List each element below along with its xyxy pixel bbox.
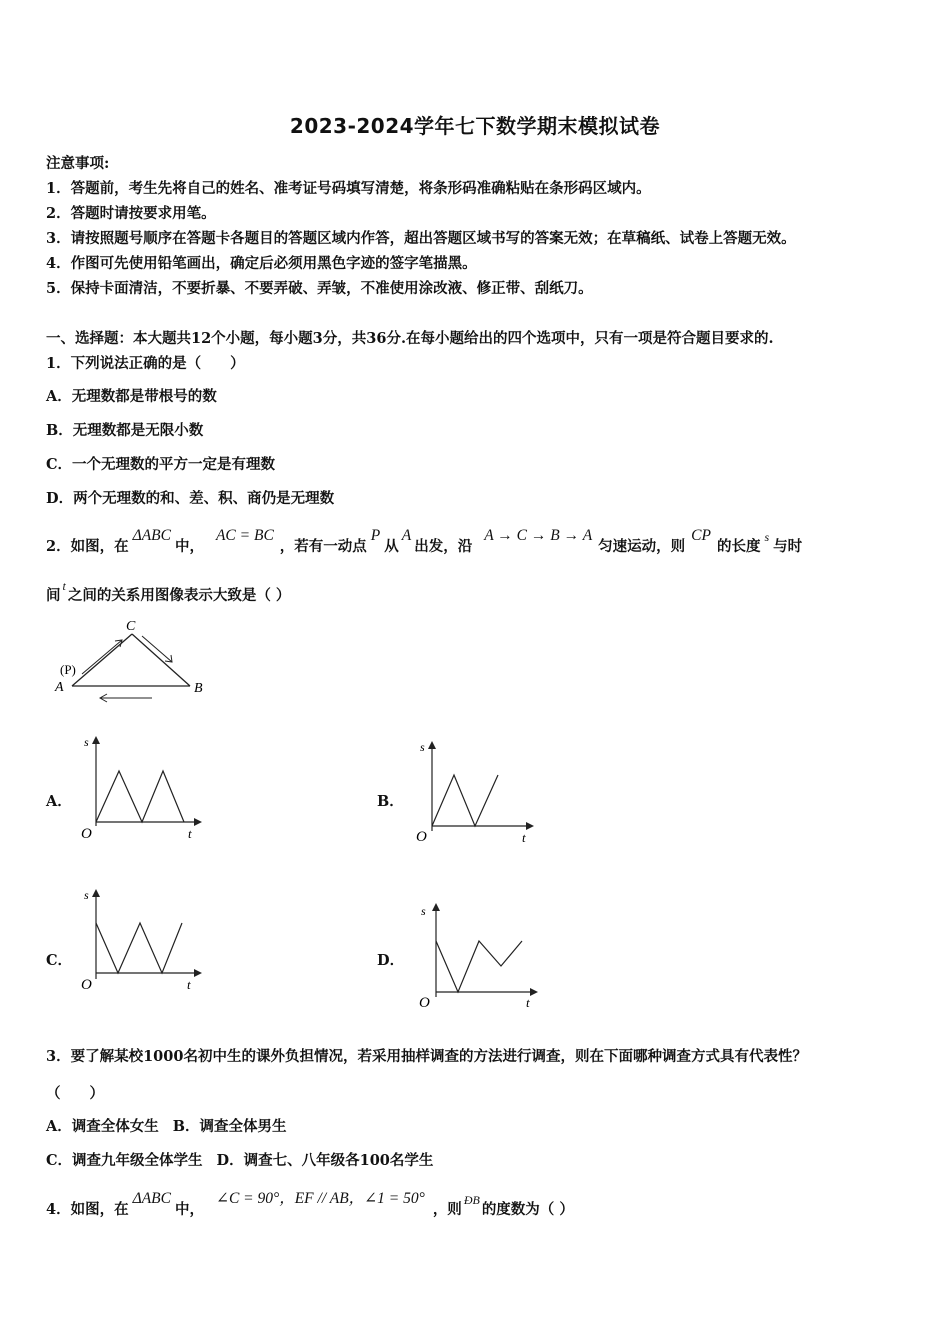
q4-text: 4．如图，在 — [46, 1201, 129, 1218]
q2-figure-label-c: C — [126, 619, 136, 634]
q1-stem: 1．下列说法正确的是（ ） — [46, 355, 245, 372]
q2-option-a-label: A． — [46, 793, 72, 810]
q2-text: ，若有一动点 — [279, 538, 367, 555]
q2-math-s: s — [764, 530, 770, 544]
q3-options-row1 — [46, 1115, 287, 1136]
q3-option-c: C．调查九年级全体学生 — [46, 1152, 203, 1169]
section-1-heading: 一、选择题：本大题共12个小题，每小题3分，共36分.在每小题给出的四个选项中，只有一项是符合题目要求的. — [46, 330, 774, 347]
q1-option-a: A．无理数都是带根号的数 — [46, 388, 217, 405]
q4-math-conditions: ∠C = 90°，EF // AB，∠1 = 50° — [215, 1190, 425, 1207]
q3-options-row2 — [46, 1149, 433, 1170]
q2-math-triangle: ΔABC — [132, 527, 171, 544]
q2-graph-b[interactable] — [412, 735, 552, 850]
q2-math-path: A → C → B → A — [484, 527, 593, 544]
q2-graph-c[interactable] — [76, 883, 216, 998]
q2-math-point-a: A — [401, 527, 412, 544]
graph-d-t-label: t — [526, 995, 530, 1010]
q3-stem: 3．要了解某校1000名初中生的课外负担情况，若采用抽样调查的方法进行调查，则在下面哪种调查方式具有代表性？ — [46, 1048, 807, 1065]
graph-c-origin-label: O — [81, 977, 92, 993]
graph-d-origin-label: O — [419, 995, 430, 1011]
q2-stem-line2 — [46, 579, 291, 605]
q2-stem-line1 — [46, 527, 803, 556]
q4-text: 中， — [174, 1201, 204, 1218]
q2-text: 从 — [384, 538, 399, 555]
q2-option-b-label: B． — [377, 793, 404, 810]
notice-heading: 注意事项: — [46, 155, 110, 172]
graph-a-t-label: t — [188, 826, 192, 841]
q4-math-triangle: ΔABC — [132, 1190, 171, 1207]
q2-figure-label-a: A — [55, 680, 64, 695]
notice-item-2: 2．答题时请按要求用笔。 — [46, 205, 216, 222]
graph-a-s-label: s — [84, 735, 89, 749]
q2-option-d-label: D． — [377, 952, 405, 969]
notice-item-5: 5．保持卡面清洁，不要折暴、不要弄破、弄皱，不准使用涂改液、修正带、刮纸刀。 — [46, 280, 593, 297]
q4-text: ，则 — [432, 1201, 462, 1218]
q2-text: 匀速运动，则 — [598, 538, 686, 555]
q2-math-point-p: P — [370, 527, 381, 544]
q1-option-c: C．一个无理数的平方一定是有理数 — [46, 456, 276, 473]
q4-text: 的度数为（ ） — [481, 1201, 574, 1218]
q2-option-c-label: C． — [46, 952, 73, 969]
q2-graph-a[interactable] — [76, 730, 216, 845]
q2-text: 中， — [174, 538, 204, 555]
q2-figure-label-b: B — [194, 681, 203, 696]
graph-c-s-label: s — [84, 888, 89, 902]
q2-figure-label-p: (P) — [60, 662, 76, 677]
q3-option-b: B．调查全体男生 — [172, 1118, 287, 1135]
q2-text: 与时 — [773, 538, 803, 555]
graph-c-t-label: t — [187, 977, 191, 992]
graph-d-s-label: s — [421, 904, 426, 918]
notice-item-1: 1．答题前，考生先将自己的姓名、准考证号码填写清楚，将条形码准确粘贴在条形码区域内。 — [46, 180, 651, 197]
q3-paren: （ ） — [46, 1085, 104, 1102]
q4-math-angle-b: ÐB — [463, 1193, 480, 1207]
notice-item-3: 3．请按照题号顺序在答题卡各题目的答题区域内作答，超出答题区域书写的答案无效；在草稿纸、试卷上答题无效。 — [46, 230, 796, 247]
q4-stem — [46, 1190, 574, 1219]
graph-b-s-label: s — [420, 740, 425, 754]
q1-option-b: B．无理数都是无限小数 — [46, 422, 204, 439]
q2-math-cp: CP — [691, 527, 711, 544]
q2-graph-d[interactable] — [416, 893, 556, 1013]
q2-math-t: t — [62, 579, 66, 593]
q2-text: 间 — [46, 587, 61, 604]
q1-option-d: D．两个无理数的和、差、积、商仍是无理数 — [46, 490, 335, 507]
graph-a-origin-label: O — [81, 826, 92, 842]
page-title: 2023-2024学年七下数学期末模拟试卷 — [289, 114, 661, 138]
q3-option-d: D．调查七、八年级各100名学生 — [216, 1152, 434, 1169]
notice-item-4: 4．作图可先使用铅笔画出，确定后必须用黑色字迹的签字笔描黑。 — [46, 255, 477, 272]
q2-text: 之间的关系用图像表示大致是（ ） — [67, 587, 291, 604]
q2-text: 2．如图，在 — [46, 538, 129, 555]
graph-b-origin-label: O — [416, 829, 427, 845]
q2-math-equal-sides: AC = BC — [215, 527, 274, 544]
graph-b-t-label: t — [522, 830, 526, 845]
q3-option-a: A．调查全体女生 — [46, 1118, 159, 1135]
q2-text: 的长度 — [716, 538, 761, 555]
q2-triangle-figure — [52, 612, 222, 707]
q2-text: 出发，沿 — [414, 538, 473, 555]
